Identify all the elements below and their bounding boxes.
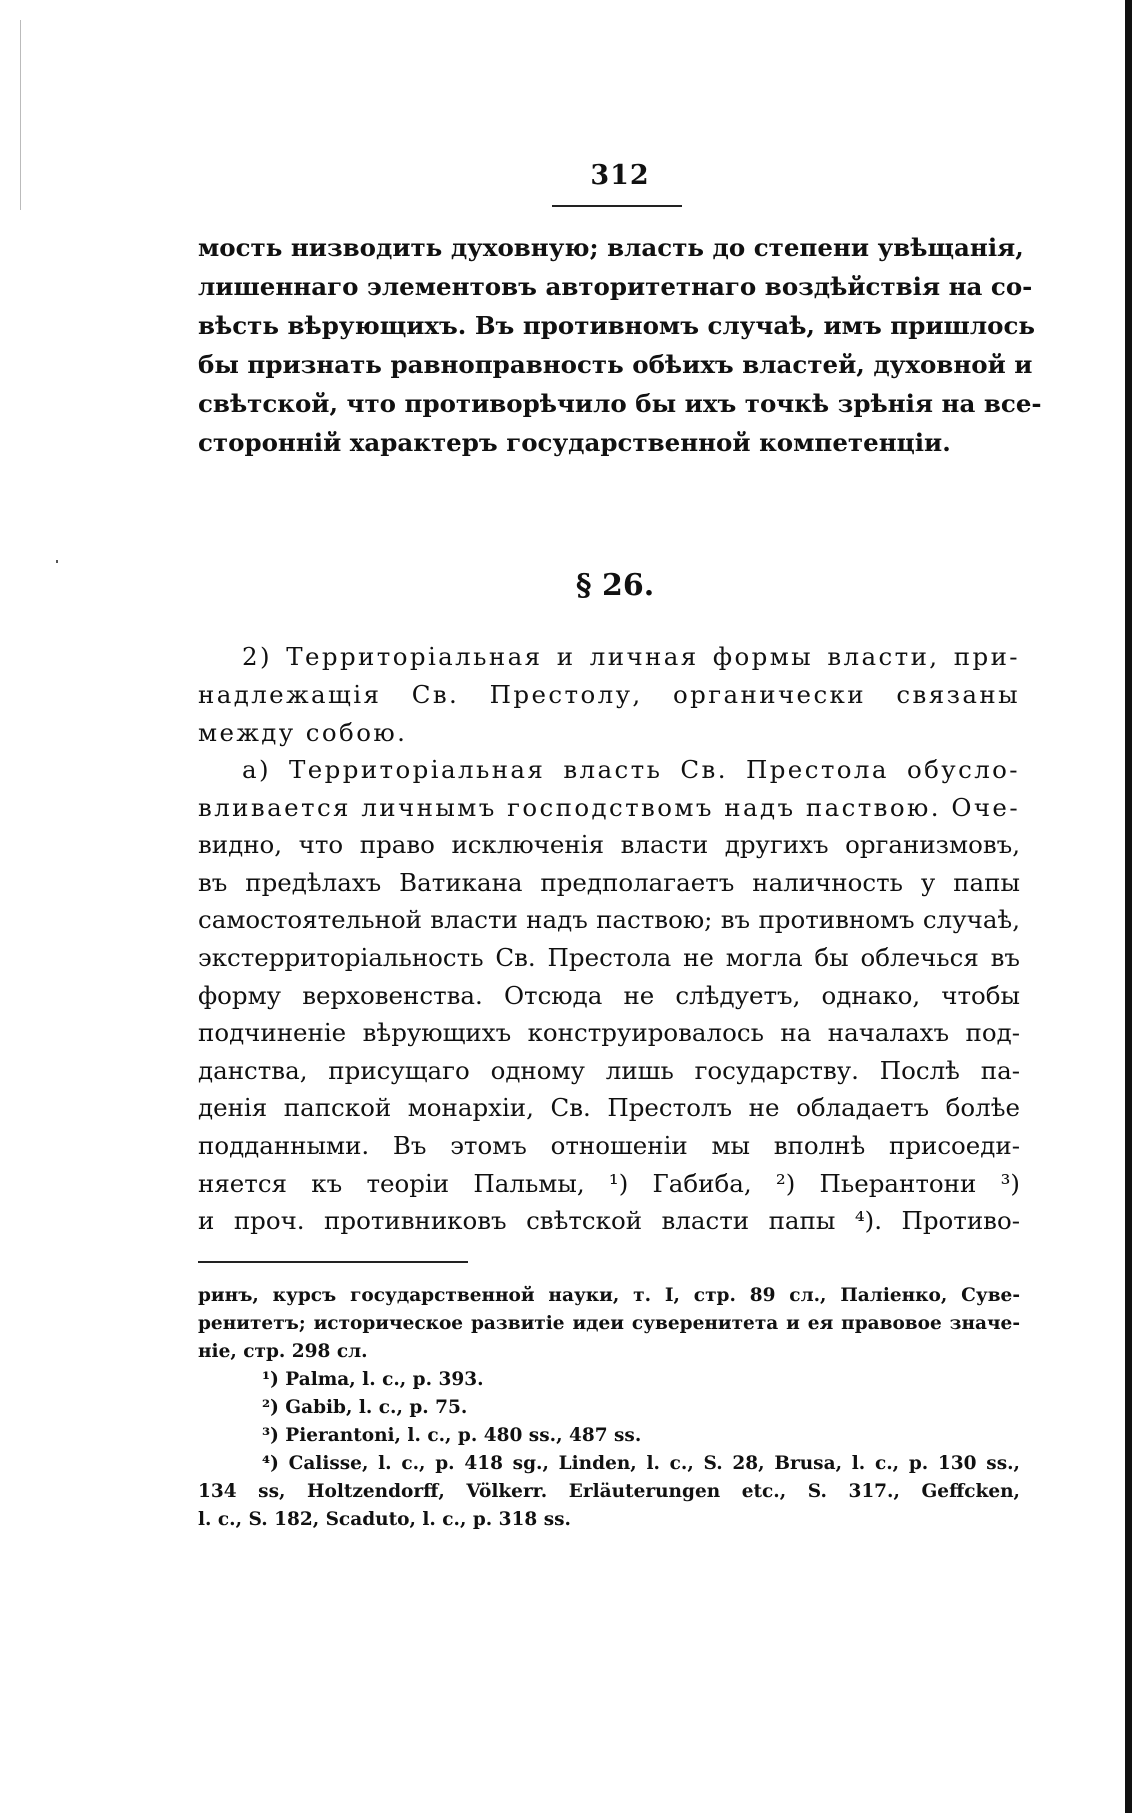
text-line: видно, что право исключенія власти другихъ организмовъ, bbox=[198, 830, 1020, 860]
footnote-line: ренитетъ; историческое развитіе идеи суверенитета и ея правовое значе- bbox=[198, 1313, 1020, 1334]
text-line: денія папской монархіи, Св. Престолъ не обладаетъ болѣе bbox=[198, 1093, 1020, 1123]
text-line: няется къ теоріи Пальмы, ¹) Габиба, ²) Пьерантони ³) bbox=[198, 1168, 1020, 1198]
footnotes bbox=[198, 1282, 1020, 1534]
footnote-4: ⁴) Calisse, l. c., p. 418 sg., Linden, l. c., S. 28, Brusa, l. c., p. 130 ss., bbox=[262, 1453, 1020, 1474]
text-line: бы признать равноправность обѣихъ властей, духовной и bbox=[198, 350, 1033, 379]
scan-margin-mark bbox=[20, 20, 21, 210]
scan-margin-speck bbox=[56, 560, 58, 563]
footnote-line: ринъ, курсъ государственной науки, т. I, стр. 89 сл., Паліенко, Суве- bbox=[198, 1285, 1020, 1306]
footnote-1: ¹) Palma, l. c., p. 393. bbox=[262, 1369, 484, 1390]
text-line: а) Территоріальная власть Св. Престола обусло- bbox=[242, 755, 1020, 784]
text-line: подчиненіе вѣрующихъ конструировалось на началахъ под- bbox=[198, 1018, 1020, 1048]
footnote-line: l. c., S. 182, Scaduto, l. c., p. 318 ss. bbox=[198, 1509, 571, 1530]
page-number-rule bbox=[552, 205, 682, 207]
text-line: въ предѣлахъ Ватикана предполагаетъ наличность у папы bbox=[198, 867, 1020, 897]
text-line: форму верховенства. Отсюда не слѣдуетъ, однако, чтобы bbox=[198, 980, 1020, 1010]
paragraph-a bbox=[198, 751, 1020, 1240]
footnote-line: ніе, стр. 298 сл. bbox=[198, 1341, 368, 1362]
text-line: сторонній характеръ государственной компетенціи. bbox=[198, 428, 951, 457]
text-line: данства, присущаго одному лишь государству. Послѣ па- bbox=[198, 1055, 1020, 1085]
text-line: подданными. Въ этомъ отношеніи мы вполнѣ присоеди- bbox=[198, 1130, 1020, 1160]
page-number: 312 bbox=[590, 160, 650, 191]
text-line: самостоятельной власти надъ паствою; въ противномъ случаѣ, bbox=[198, 905, 1020, 935]
text-line: вѣсть вѣрующихъ. Въ противномъ случаѣ, имъ пришлось bbox=[198, 311, 1035, 340]
footnote-3: ³) Pierantoni, l. c., p. 480 ss., 487 ss. bbox=[262, 1425, 642, 1446]
footnote-line: 134 ss, Holtzendorff, Völkerr. Erläuterungen etc., S. 317., Geffcken, bbox=[198, 1481, 1020, 1502]
text-line: надлежащія Св. Престолу, органически связаны bbox=[198, 680, 1020, 709]
footnote-rule bbox=[198, 1261, 468, 1263]
text-line: мость низводить духовную; власть до степени увѣщанія, bbox=[198, 233, 1024, 262]
footnote-2: ²) Gabib, l. c., p. 75. bbox=[262, 1397, 468, 1418]
paragraph-continuation bbox=[198, 228, 1042, 462]
scan-page-edge bbox=[1125, 0, 1132, 1813]
text-line: 2) Территоріальная и личная формы власти, при- bbox=[242, 642, 1020, 671]
text-line: лишеннаго элементовъ авторитетнаго воздѣйствія на со- bbox=[198, 272, 1033, 301]
text-line: между собою. bbox=[198, 718, 408, 747]
section-heading: § 26. bbox=[575, 568, 655, 603]
text-line: и проч. противниковъ свѣтской власти папы ⁴). Противо- bbox=[198, 1206, 1020, 1236]
text-line: свѣтской, что противорѣчило бы ихъ точкѣ зрѣнія на все- bbox=[198, 389, 1042, 418]
paragraph-2 bbox=[198, 638, 1020, 752]
text-line: экстерриторіальность Св. Престола не могла бы облечься въ bbox=[198, 942, 1020, 972]
text-line: вливается личнымъ господствомъ надъ паствою. Оче- bbox=[198, 792, 1020, 822]
